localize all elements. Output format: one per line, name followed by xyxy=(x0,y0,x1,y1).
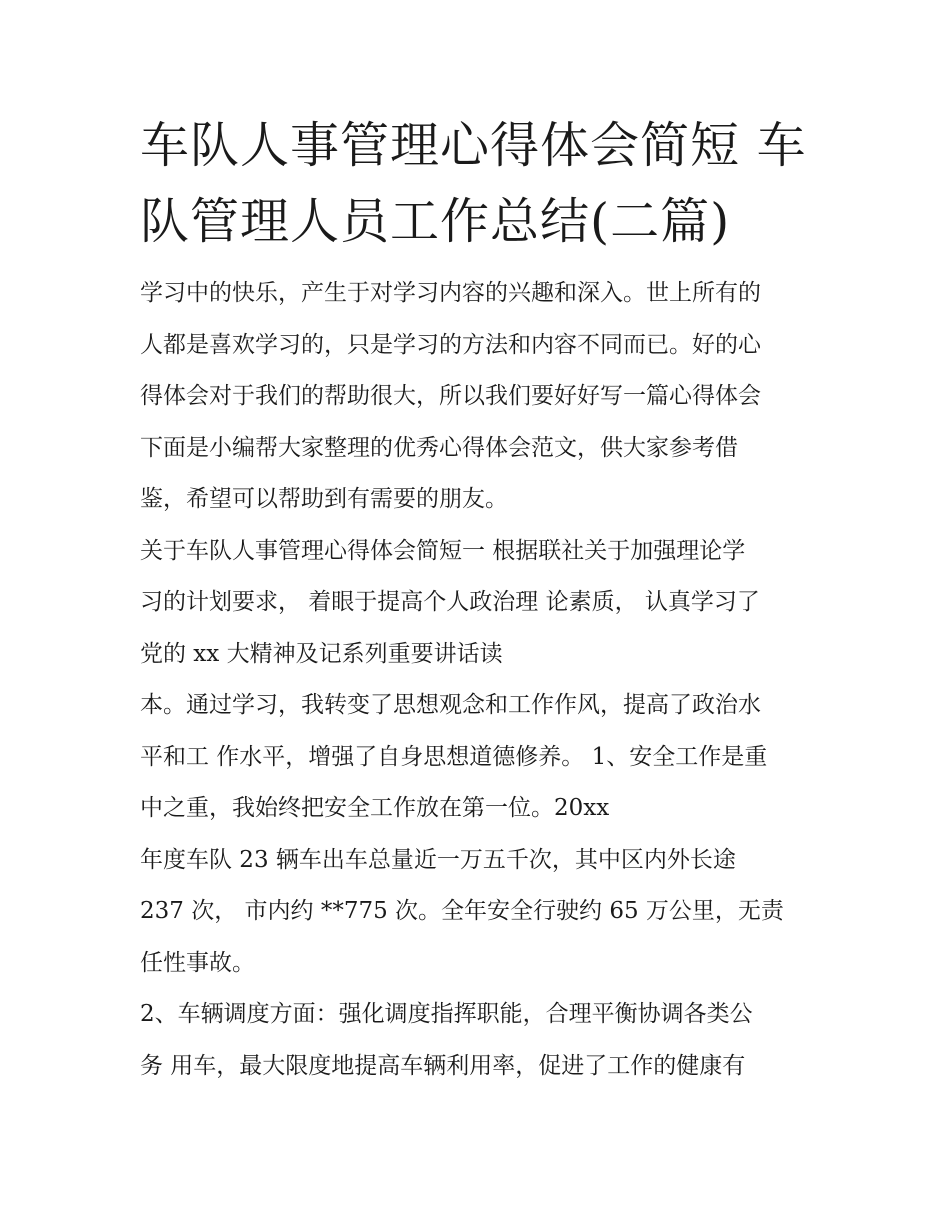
body-line: 本。通过学习，我转变了思想观念和工作作风，提高了政治水 xyxy=(140,692,761,718)
body-line: 下面是小编帮大家整理的优秀心得体会范文，供大家参考借 xyxy=(140,434,738,461)
document-title xyxy=(140,108,830,260)
body-line: 年度车队 23 辆车出车总量近一万五千次，其中区内外长途 xyxy=(140,846,736,873)
title-line: 车队人事管理心得体会简短 车 xyxy=(140,117,807,174)
body-line: 务 用车，最大限度地提高车辆利用率，促进了工作的健康有 xyxy=(140,1052,746,1079)
body-line: 2、车辆调度方面：强化调度指挥职能，合理平衡协调各类公 xyxy=(140,1001,753,1027)
body-line: 学习中的快乐，产生于对学习内容的兴趣和深入。世上所有的 xyxy=(140,280,761,306)
body-line: 平和工 作水平，增强了自身思想道德修养。 1、安全工作是重 xyxy=(140,743,768,770)
body-line: 人都是喜欢学习的，只是学习的方法和内容不同而已。好的心 xyxy=(140,331,761,358)
body-line: 党的 xx 大精神及记系列重要讲话读 xyxy=(140,640,503,667)
document-page xyxy=(140,108,830,1092)
body-line: 关于车队人事管理心得体会简短一 根据联社关于加强理论学 xyxy=(140,537,746,564)
body-line: 任性事故。 xyxy=(140,949,255,976)
body-line: 鉴，希望可以帮助到有需要的朋友。 xyxy=(140,486,508,512)
body-line: 中之重，我始终把安全工作放在第一位。20xx xyxy=(140,795,610,821)
document-body xyxy=(140,268,830,1092)
body-line: 习的计划要求， 着眼于提高个人政治理 论素质， 认真学习了 xyxy=(140,589,760,615)
title-line: 队管理人员工作总结(二篇) xyxy=(140,193,731,250)
body-line: 237 次， 市内约 **775 次。全年安全行驶约 65 万公里，无责 xyxy=(140,898,784,924)
body-line: 得体会对于我们的帮助很大，所以我们要好好写一篇心得体会 xyxy=(140,383,761,409)
